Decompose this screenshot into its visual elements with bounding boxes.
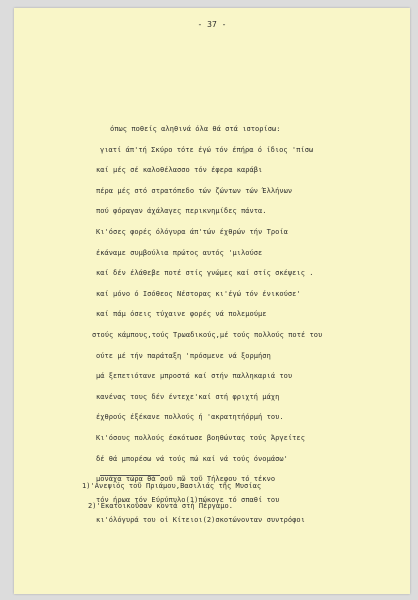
text-line: τόν ήρωα τόν Εύρύπυλο(1)πώκογε τό σπαθί του bbox=[96, 495, 280, 504]
text-line: δέ θά μπορέσω νά τούς πώ καί νά τούς όνομάσω' bbox=[96, 454, 288, 463]
text-line: έχθρούς έξέκανε πολλούς ή 'ακρατητήόρμή του. bbox=[96, 413, 284, 422]
text-line: κανένας τους δέν έντεχε'καί στή φριχτή μάχη bbox=[96, 392, 280, 401]
text-line: καί πάμ όσεις τύχαινε φορές νά πολεμούμε bbox=[96, 310, 267, 319]
text-line: πέρα μές στό στρατόπεδο τών ζώντων τών Έλλήνων bbox=[96, 186, 293, 195]
text-line: Κι'όσες φορές όλόγυρα άπ'τών έχθρών τήν Τροία bbox=[96, 228, 288, 236]
text-line: κι'όλόγυρά του οἱ Κίτειοι(2)σκοτώνονταν συντρόφοι bbox=[96, 516, 305, 525]
text-line: ούτε μέ τήν παράταξη 'πρόσμενε νά ξορμήση bbox=[96, 351, 271, 360]
typewritten-page bbox=[14, 8, 410, 594]
text-line: μά ξεπετιότανε μπροστά καί στήν παλληκαριά του bbox=[96, 372, 293, 381]
text-line: γιατί άπ'τή Σκύρο τότε έγώ τόν έπήρα ό ίδιος 'πίσω bbox=[100, 145, 314, 154]
text-line: στούς κάμπους,τούς Τρωαδικούς,μέ τούς πολλούς ποτέ του bbox=[92, 331, 323, 339]
text-line: όπως ποθείς αληθινά όλα θά στά ιστορίσω: bbox=[110, 125, 281, 133]
text-line: καί δέν έλάθεβε ποτέ στίς γνώμες καί στίς σκέψεις . bbox=[96, 269, 314, 278]
text-line: έκάναμε συμβούλια πρώτος αυτός 'μιλούσε bbox=[96, 248, 263, 257]
text-line: καί μές σέ καλοθέλασσο τόν έφερα καράβι bbox=[96, 166, 263, 175]
page-number: - 37 - bbox=[197, 20, 227, 29]
footnote-rule bbox=[100, 475, 160, 476]
footnote-line: 2)'Εκατοικοῦσαν κοντά στή Πέργαμο. bbox=[88, 502, 233, 510]
footnote-line: 1)'Ανεψιός τοῦ Πριάμου,Βασιλιάς τῆς Μυσίας bbox=[82, 482, 262, 490]
text-line: πού φόραγαν άχάλαγες περικνημίδες πάντα. bbox=[96, 207, 267, 216]
text-line: καί μόνο ό Ισόθεος Νέστορας κι'έγώ τόν ένικούσε' bbox=[96, 289, 301, 298]
text-line: Κι'όσους πολλούς έσκότωσε βοηθώντας τούς Άργείτες bbox=[96, 434, 305, 442]
text-line: μονάχα τώρα θά σοῦ πῶ τοῦ Τήλεφου τό τέκνο bbox=[96, 475, 276, 484]
